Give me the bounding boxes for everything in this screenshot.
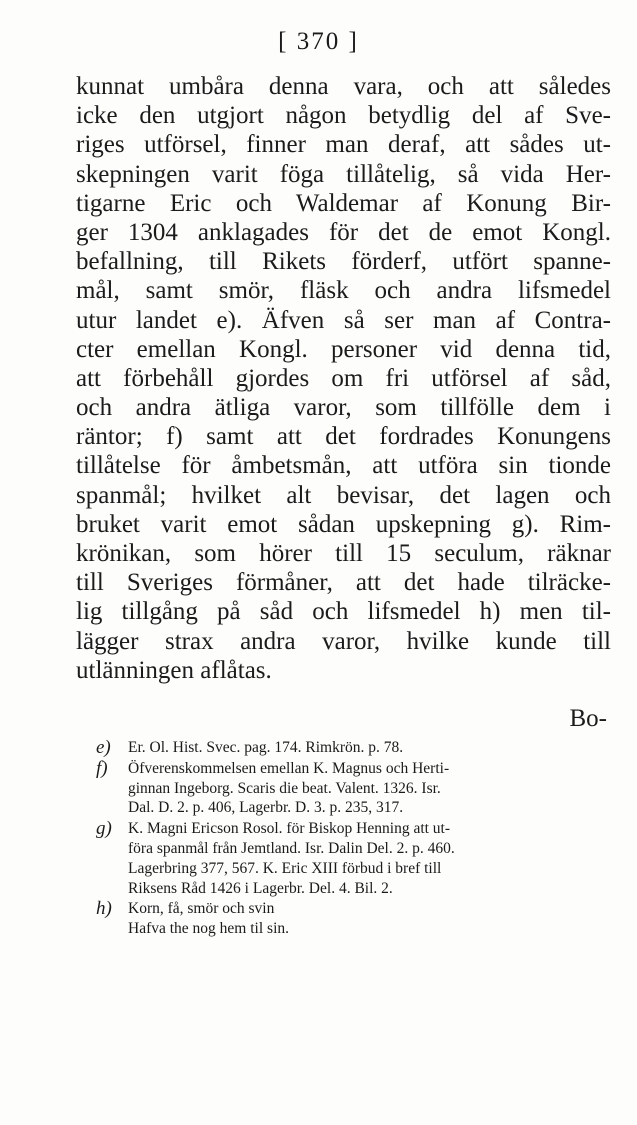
text-line: lägger strax andra varor, hvilke kunde till [76,627,611,655]
footnote-marker: e) [96,737,111,758]
text-line: tillåtelse för åmbetsmån, att utföra sin tionde [76,452,611,480]
text-line: utlänningen aflåtas. [76,656,272,684]
text-line: räntor; f) samt att det fordrades Konungens [76,423,611,451]
text-line: mål, samt smör, fläsk och andra lifsmedel [76,277,611,305]
footnote-line: Lagerbring 377, 567. K. Eric XIII förbud i bref till [128,859,442,877]
footnote-line: ginnan Ingeborg. Scaris die beat. Valent. 1326. Isr. [128,779,441,797]
text-line: att förbehåll gjordes om fri utförsel af såd, [76,364,611,392]
footnote-line: föra spanmål från Jemtland. Isr. Dalin Del. 2. p. 460. [128,839,455,857]
text-line: bruket varit emot sådan upskepning g). Rim- [76,510,611,538]
text-line: riges utförsel, finner man deraf, att sådes ut- [76,131,611,159]
text-line: spanmål; hvilket alt bevisar, det lagen och [76,481,611,509]
footnotes [96,738,610,939]
footnote-line: Dal. D. 2. p. 406, Lagerbr. D. 3. p. 235, 317. [128,799,404,817]
text-line: tigarne Eric och Waldemar af Konung Bir- [76,189,611,217]
footnote-marker: g) [96,818,112,840]
footnote-marker: f) [96,757,108,779]
footnote-marker: h) [96,898,112,920]
catchword: Bo- [569,705,607,732]
text-line: skepningen varit föga tillåtelig, så vida Her- [76,160,611,188]
text-line: och andra ätliga varor, som tillfölle dem i [76,394,611,422]
text-line: ger 1304 anklagades för det de emot Kongl. [76,218,611,246]
footnote-line: Öfverenskommelsen emellan K. Magnus och Herti- [128,759,450,777]
text-line: utur landet e). Äfven så ser man af Contra- [76,306,611,334]
footnote-line: Er. Ol. Hist. Svec. pag. 174. Rimkrön. p. 78. [128,739,404,756]
main-text [76,72,611,685]
footnote-line: Korn, få, smör och svin [128,900,275,918]
footnote-g [96,819,610,898]
page-number: [ 370 ] [278,28,359,55]
text-line: icke den utgjort någon betydlig del af Sve- [76,102,611,130]
text-line: befallning, till Rikets förderf, utfört spanne- [76,248,611,276]
footnote-line: K. Magni Ericson Rosol. för Biskop Henning att ut- [128,820,451,838]
footnote-line: Riksens Råd 1426 i Lagerbr. Del. 4. Bil. 2. [128,879,393,897]
text-line: till Sveriges förmåner, att det hade tilräcke- [76,569,611,597]
text-line: kunnat umbåra denna vara, och att således [76,73,611,100]
text-line: krönikan, som hörer till 15 seculum, räknar [76,540,611,567]
footnote-h [96,899,610,939]
text-line: cter emellan Kongl. personer vid denna tid, [76,335,611,363]
footnote-e [96,738,610,758]
footnote-f [96,759,610,818]
text-line: lig tillgång på såd och lifsmedel h) men til- [76,598,611,626]
footnote-line: Hafva the nog hem til sin. [128,920,289,938]
